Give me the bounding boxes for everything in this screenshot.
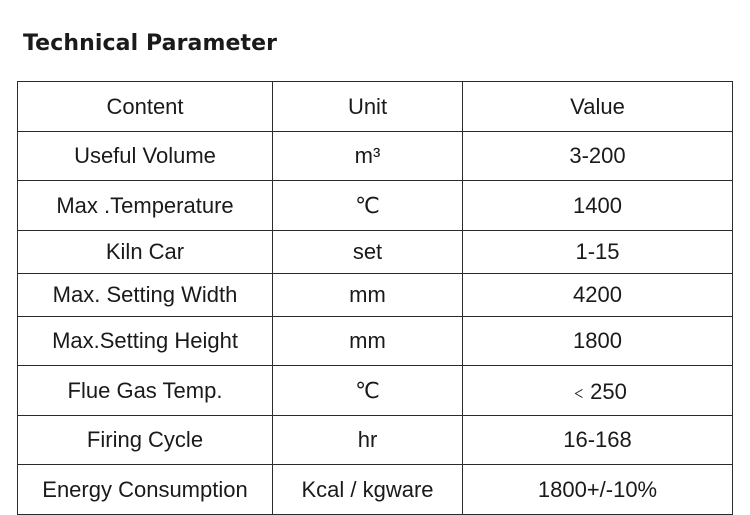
cell-unit: Kcal / kgware bbox=[273, 465, 463, 515]
table-row-kiln-car bbox=[18, 231, 733, 274]
cell-value: 1800 bbox=[463, 317, 733, 366]
header-value: Value bbox=[463, 82, 733, 132]
cell-value: 16-168 bbox=[463, 416, 733, 465]
cell-content: Max. Setting Width bbox=[18, 274, 273, 317]
cell-content: Max .Temperature bbox=[18, 181, 273, 231]
cell-value: 1800+/-10% bbox=[463, 465, 733, 515]
cell-unit: set bbox=[273, 231, 463, 274]
table-row-max-temperature bbox=[18, 181, 733, 231]
table-header bbox=[18, 82, 733, 132]
cell-value: 3-200 bbox=[463, 132, 733, 181]
cell-unit: ℃ bbox=[273, 366, 463, 416]
technical-parameter-table bbox=[17, 81, 733, 515]
cell-value: 4200 bbox=[463, 274, 733, 317]
table-row-flue-gas-temp bbox=[18, 366, 733, 416]
cell-unit: ℃ bbox=[273, 181, 463, 231]
cell-content: Firing Cycle bbox=[18, 416, 273, 465]
header-row bbox=[18, 82, 733, 132]
cell-unit: hr bbox=[273, 416, 463, 465]
table-row-energy-consumption bbox=[18, 465, 733, 515]
cell-value: 1-15 bbox=[463, 231, 733, 274]
cell-value: 1400 bbox=[463, 181, 733, 231]
table-body bbox=[18, 132, 733, 515]
header-content: Content bbox=[18, 82, 273, 132]
cell-content: Max.Setting Height bbox=[18, 317, 273, 366]
table-row-firing-cycle bbox=[18, 416, 733, 465]
cell-unit: mm bbox=[273, 274, 463, 317]
cell-unit: m³ bbox=[273, 132, 463, 181]
cell-content: Flue Gas Temp. bbox=[18, 366, 273, 416]
cell-value: ﹤250 bbox=[463, 366, 733, 416]
page-title: Technical Parameter bbox=[23, 31, 278, 56]
table-row-max-setting-height bbox=[18, 317, 733, 366]
table-row-max-setting-width bbox=[18, 274, 733, 317]
cell-content: Useful Volume bbox=[18, 132, 273, 181]
cell-unit: mm bbox=[273, 317, 463, 366]
table-row-useful-volume bbox=[18, 132, 733, 181]
header-unit: Unit bbox=[273, 82, 463, 132]
cell-content: Kiln Car bbox=[18, 231, 273, 274]
cell-content: Energy Consumption bbox=[18, 465, 273, 515]
